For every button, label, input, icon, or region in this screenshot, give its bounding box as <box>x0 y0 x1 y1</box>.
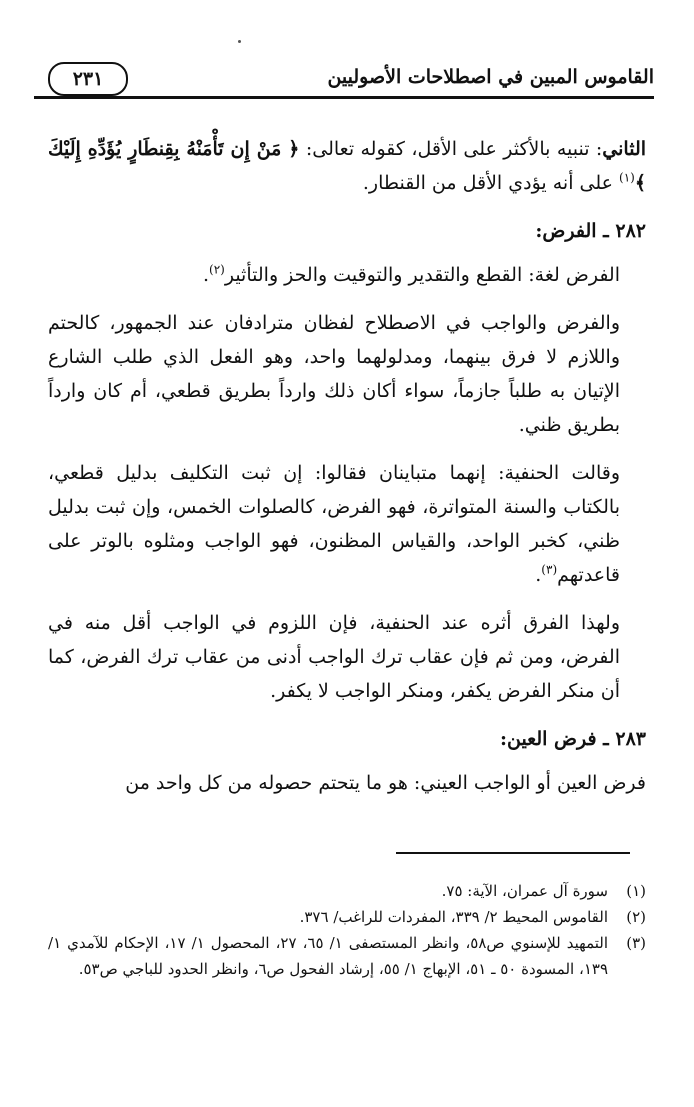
paragraph-text: وقالت الحنفية: إنهما متباينان فقالوا: إن ثبت التكليف بدليل قطعي، بالكتاب والسنة المتواترة، فهو الفرض، كالصلوات الخمس، وإن ثبت بدليل ظني، كخبر الواحد، والقياس المظنون، فهو الواجب ومثلوه بالوتر على قاعدتهم <box>48 462 620 586</box>
footnote-mark: (١) <box>626 882 646 900</box>
paragraph-second-type <box>48 132 646 200</box>
paragraph-text: : تنبيه بالأكثر على الأقل، كقوله تعالى: <box>305 138 603 160</box>
footnote-ref-1: (١) <box>619 170 635 185</box>
main-text <box>48 132 646 814</box>
paragraph-definition-lang <box>48 258 646 292</box>
entry-heading-283: ٢٨٣ ـ فرض العين: <box>499 728 646 750</box>
page-number-badge: ٢٣١ <box>48 62 128 96</box>
paragraph-lead-word: الثاني <box>602 138 647 160</box>
footnote-ref-2: (٢) <box>209 262 225 277</box>
paragraph-fard-ayn: فرض العين أو الواجب العيني: هو ما يتحتم حصوله من كل واحد من <box>125 772 646 794</box>
paragraph-definition-term: والفرض والواجب في الاصطلاح لفظان مترادفان عند الجمهور، كالحتم واللازم لا فرق بينهما، ومدلولهما واحد، وهو الفعل الذي طلب الشارع الإتيان به طلباً جازماً، سواء أكان ذلك وارداً بطريق قطعي، أم كان وارداً بطريق ظني. <box>48 312 620 436</box>
footnote-mark: (٣) <box>626 934 646 952</box>
paragraph-end: . <box>202 264 210 286</box>
footnote-ref-3: (٣) <box>541 562 558 577</box>
footnote-item <box>48 904 646 930</box>
paragraph-difference-effect: ولهذا الفرق أثره عند الحنفية، فإن اللزوم في الواجب أقل منه في الفرض، ومن ثم فإن عقاب ترك الواجب أدنى من عقاب ترك الفرض، كما أن منكر الفرض يكفر، ومنكر الواجب لا يكفر. <box>48 612 620 702</box>
page-speck <box>238 40 241 43</box>
footnote-mark: (٢) <box>626 908 646 926</box>
paragraph-text: على أنه يؤدي الأقل من القنطار. <box>362 172 613 194</box>
book-title: القاموس المبين في اصطلاحات الأصوليين <box>327 66 654 88</box>
footnotes <box>48 878 646 982</box>
paragraph-end: . <box>535 564 542 586</box>
quran-quote: ﴿ مَنْ إِن تَأْمَنْهُ بِقِنطَارٍ يُؤَدِّهِ إِلَيْكَ ﴾ <box>48 138 646 194</box>
footnote-item <box>48 878 646 904</box>
paragraph-text: الفرض لغة: القطع والتقدير والتوقيت والحز والتأثير <box>224 264 620 286</box>
footnote-text: التمهيد للإسنوي ص٥٨، وانظر المستصفى ١/ ٦٥، ٢٧، المحصول ١/ ١٧، الإحكام للآمدي ١/ ١٣٩، المسودة ٥٠ ـ ٥١، الإبهاج ١/ ٥٥، إرشاد الفحول ص٦، وانظر الحدود للباجي ص٥٣. <box>48 934 609 978</box>
header-rule <box>34 96 654 99</box>
footnote-text: سورة آل عمران، الآية: ٧٥. <box>441 882 608 900</box>
paragraph-hanafi-view <box>48 456 646 592</box>
footnote-text: القاموس المحيط ٢/ ٣٣٩، المفردات للراغب/ ٣٧٦. <box>299 908 608 926</box>
entry-heading-282: ٢٨٢ ـ الفرض: <box>535 220 646 242</box>
footnote-separator <box>396 852 630 854</box>
footnote-item <box>48 930 646 982</box>
